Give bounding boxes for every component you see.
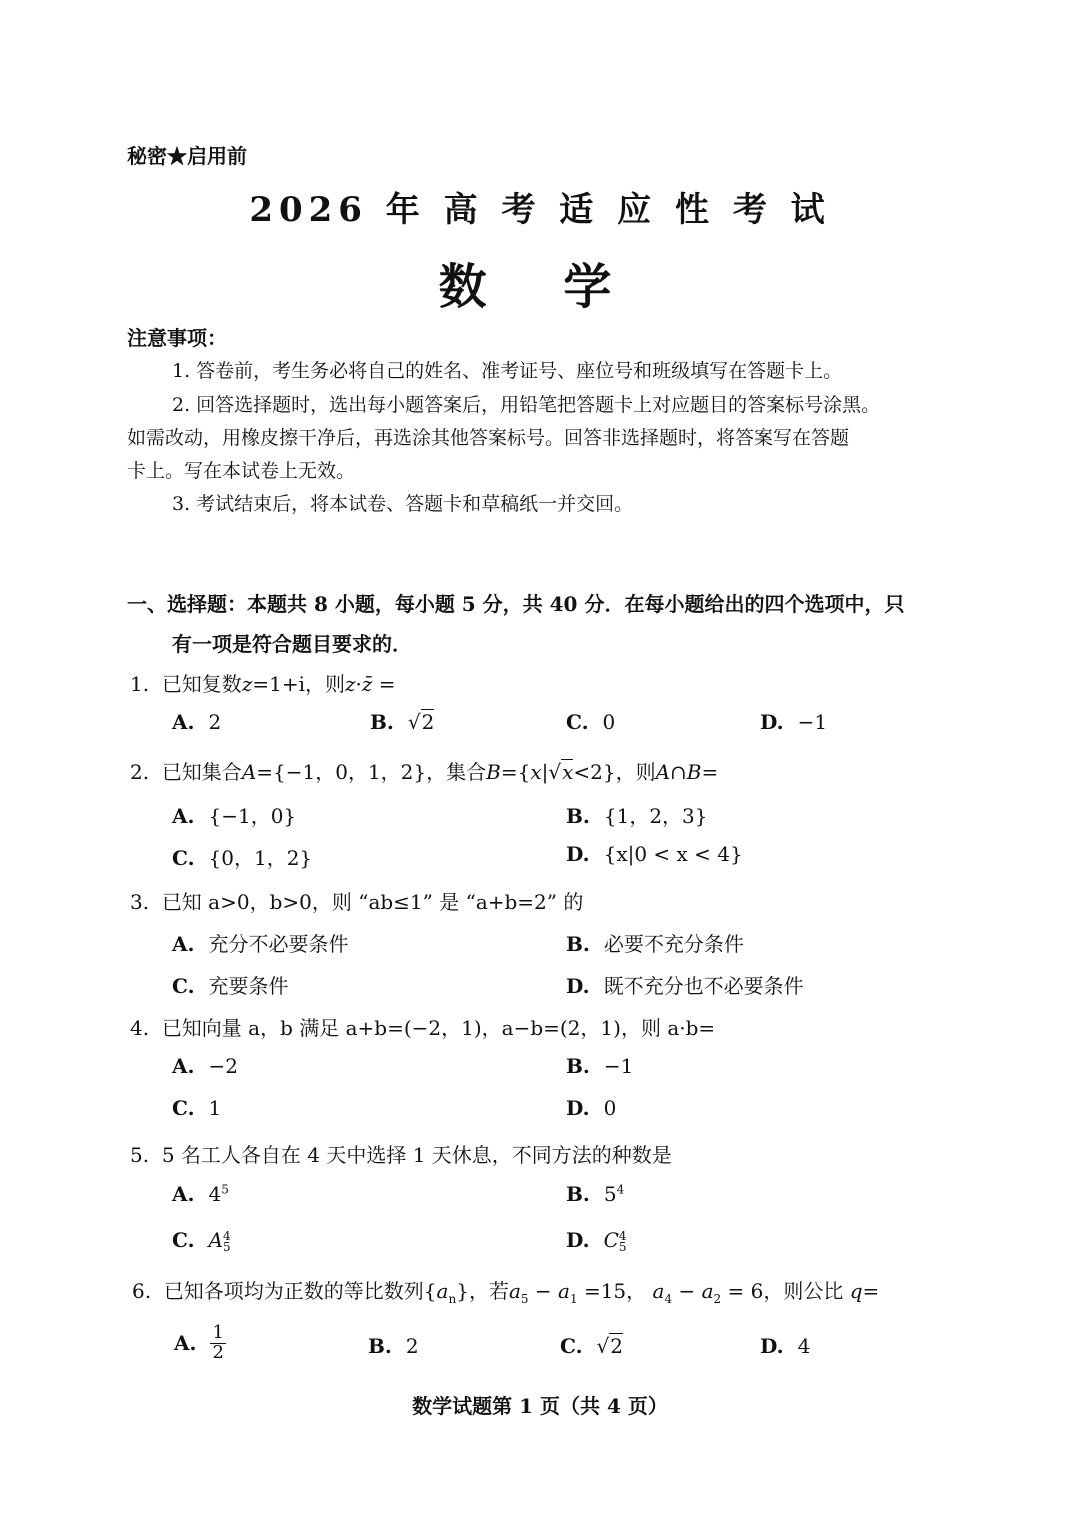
q3-option-c[interactable]: C. 充要条件 <box>172 974 289 998</box>
question-2: 2. 已知集合A={−1，0，1，2}，集合B={x|√x<2}，则A∩B= <box>130 760 719 784</box>
q2-option-b[interactable]: B. {1，2，3} <box>566 804 708 828</box>
sqrt-symbol: √ <box>407 710 421 734</box>
q2-option-a[interactable]: A. {−1，0} <box>172 804 297 828</box>
note-line-1: 1. 答卷前，考生务必将自己的姓名、准考证号、座位号和班级填写在答题卡上。 <box>172 360 843 382</box>
question-number: 1. <box>130 672 150 696</box>
section-heading: 一、选择题：本题共 8 小题，每小题 5 分，共 40 分．在每小题给出的四个选项中，只 <box>127 592 905 616</box>
question-number: 2. <box>130 760 150 784</box>
q3-option-d[interactable]: D. 既不充分也不必要条件 <box>566 974 804 998</box>
q4-option-a[interactable]: A. −2 <box>172 1054 238 1078</box>
question-4: 4. 已知向量 a，b 满足 a+b=(−2，1)，a−b=(2，1)，则 a·b= <box>130 1016 716 1040</box>
q6-option-a[interactable]: A. $\frac{1}{2}$ <box>174 1322 224 1363</box>
section-heading-cont: 有一项是符合题目要求的． <box>172 632 412 656</box>
note-line-3: 3. 考试结束后，将本试卷、答题卡和草稿纸一并交回。 <box>172 493 634 515</box>
q3-option-a[interactable]: A. 充分不必要条件 <box>172 932 349 956</box>
q1-option-b[interactable]: B. √2 <box>370 710 435 734</box>
q1-option-c[interactable]: C. 0 <box>566 710 616 734</box>
question-6: 6. 已知各项均为正数的等比数列$\{a_n\}$，若$a_5 - a_1 =15$， $a_4 - a_2 = 6$，则公比 q= <box>132 1279 880 1306</box>
exam-title: 2026 年 高 考 适 应 性 考 试 <box>249 190 831 230</box>
q5-option-b[interactable]: B. $5^4$ <box>566 1182 625 1206</box>
question-number: 6. <box>132 1279 152 1303</box>
sqrt-symbol: √ <box>548 760 562 784</box>
subject-title: 数 学 <box>438 259 642 315</box>
notes-heading: 注意事项： <box>127 326 227 350</box>
q5-option-d[interactable]: D. C 4 5 <box>566 1228 627 1254</box>
q6-option-c[interactable]: C. √2 <box>560 1334 624 1358</box>
q2-option-d[interactable]: D. {x|0 < x < 4} <box>566 842 743 866</box>
q5-option-c[interactable]: C. A 4 5 <box>172 1228 231 1254</box>
q4-option-d[interactable]: D. 0 <box>566 1096 617 1120</box>
page-footer: 数学试题第 1 页（共 4 页） <box>412 1394 668 1418</box>
note-line-2-cont: 如需改动，用橡皮擦干净后，再选涂其他答案标号。回答非选择题时，将答案写在答题 <box>127 427 850 449</box>
q3-option-b[interactable]: B. 必要不充分条件 <box>566 932 744 956</box>
question-number: 4. <box>130 1016 150 1040</box>
sqrt-symbol: √ <box>596 1334 610 1358</box>
q1-option-d[interactable]: D. −1 <box>760 710 828 734</box>
q5-option-a[interactable]: A. $4^5$ <box>172 1182 229 1206</box>
q6-option-b[interactable]: B. 2 <box>368 1334 419 1358</box>
q6-option-d[interactable]: D. 4 <box>760 1334 811 1358</box>
q4-option-b[interactable]: B. −1 <box>566 1054 634 1078</box>
q2-option-c[interactable]: C. {0，1，2} <box>172 846 313 870</box>
question-number: 5. <box>130 1143 150 1167</box>
confidential-mark: 秘密★启用前 <box>127 144 247 168</box>
q1-option-a[interactable]: A. 2 <box>172 710 222 734</box>
question-1: 1. 已知复数z=1+i，则z·z̄ = <box>130 672 396 696</box>
question-5: 5. 5 名工人各自在 4 天中选择 1 天休息，不同方法的种数是 <box>130 1143 672 1167</box>
note-line-2-end: 卡上。写在本试卷上无效。 <box>127 460 356 482</box>
fraction: $\frac{1}{2}$ <box>212 1322 224 1363</box>
note-line-2: 2. 回答选择题时，选出每小题答案后，用铅笔把答题卡上对应题目的答案标号涂黑。 <box>172 394 881 416</box>
question-number: 3. <box>130 890 150 914</box>
question-3: 3. 已知 a>0，b>0，则 “ab≤1” 是 “a+b=2” 的 <box>130 890 584 914</box>
q4-option-c[interactable]: C. 1 <box>172 1096 222 1120</box>
